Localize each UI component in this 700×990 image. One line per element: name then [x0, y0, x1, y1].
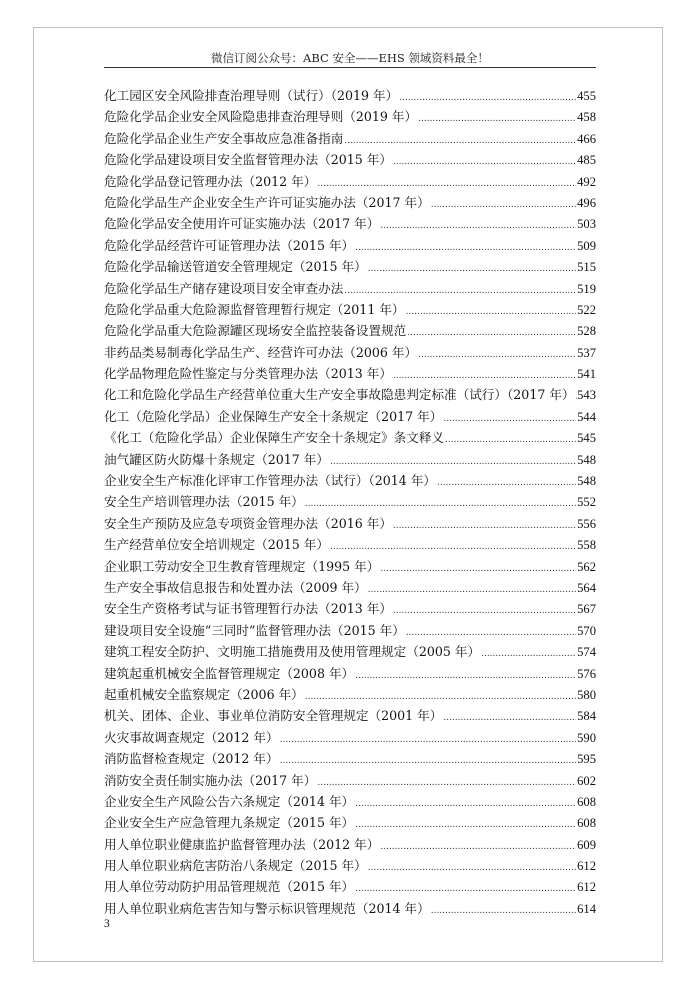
toc-entry-page: 509 [577, 238, 596, 253]
dot-leader [368, 580, 576, 601]
toc-entry[interactable] [104, 705, 596, 726]
toc-entry[interactable] [104, 491, 596, 512]
toc-entry[interactable] [104, 577, 596, 598]
toc-entry[interactable] [104, 106, 596, 127]
toc-entry-title: 化工（危险化学品）企业保障生产安全十条规定（2017 年） [104, 408, 443, 424]
toc-entry-title: 危险化学品企业生产安全事故应急准备指南 [104, 130, 344, 146]
toc-entry-page: 562 [577, 559, 596, 574]
toc-entry-page: 558 [577, 538, 596, 553]
toc-entry-page: 602 [577, 773, 596, 788]
toc-entry-title: 油气罐区防火防爆十条规定（2017 年） [104, 451, 329, 467]
toc-entry-page: 608 [577, 794, 596, 809]
toc-entry-title: 用人单位劳动防护用品管理规范（2015 年） [104, 879, 355, 895]
toc-entry[interactable] [104, 834, 596, 855]
page-header: 微信订阅公众号：ABC 安全——EHS 领域资料最全！ [211, 51, 489, 65]
toc-entry[interactable] [104, 128, 596, 149]
toc-entry[interactable] [104, 791, 596, 812]
table-of-contents [104, 85, 596, 919]
toc-entry-page: 590 [577, 730, 596, 745]
page-number: 3 [104, 918, 110, 930]
toc-entry[interactable] [104, 235, 596, 256]
toc-entry-page: 595 [577, 752, 596, 767]
toc-entry-page: 528 [577, 324, 596, 339]
toc-entry[interactable] [104, 363, 596, 384]
dot-leader [445, 430, 576, 451]
toc-entry-page: 515 [577, 260, 596, 275]
toc-entry-page: 548 [577, 452, 596, 467]
toc-entry-title: 危险化学品重大危险源监督管理暂行规定（2011 年） [104, 301, 405, 317]
dot-leader [380, 559, 576, 580]
toc-entry[interactable] [104, 384, 596, 405]
toc-entry-page: 543 [577, 388, 596, 403]
dot-leader [406, 302, 577, 323]
toc-entry-title: 建筑起重机械安全监督管理规定（2008 年） [104, 665, 355, 681]
toc-entry[interactable] [104, 620, 596, 641]
dot-leader [399, 88, 576, 109]
toc-entry-title: 化工和危险化学品生产经营单位重大生产安全事故隐患判定标准（试行）（2017 年） [104, 387, 575, 403]
dot-leader [443, 708, 576, 729]
toc-entry-page: 570 [577, 623, 596, 638]
toc-entry-title: 企业安全生产标准化评审工作管理办法（试行）（2014 年） [104, 473, 437, 489]
toc-entry[interactable] [104, 812, 596, 833]
toc-entry[interactable] [104, 663, 596, 684]
toc-entry-page: 614 [577, 901, 596, 916]
toc-entry-page: 548 [577, 474, 596, 489]
toc-entry-page: 496 [577, 195, 596, 210]
toc-entry[interactable] [104, 876, 596, 897]
toc-entry-page: 576 [577, 666, 596, 681]
toc-entry-title: 危险化学品生产储存建设项目安全审查办法 [104, 280, 344, 296]
toc-entry[interactable] [104, 449, 596, 470]
toc-entry-title: 火灾事故调查规定（2012 年） [104, 729, 279, 745]
toc-entry-title: 用人单位职业病危害防治八条规定（2015 年） [104, 858, 367, 874]
dot-leader [355, 238, 576, 259]
toc-entry[interactable] [104, 149, 596, 170]
toc-entry[interactable] [104, 256, 596, 277]
toc-entry-title: 危险化学品安全使用许可证实施办法（2017 年） [104, 216, 380, 232]
toc-entry[interactable] [104, 534, 596, 555]
toc-entry-page: 567 [577, 602, 596, 617]
toc-entry-page: 492 [577, 174, 596, 189]
toc-entry[interactable] [104, 855, 596, 876]
dot-leader [355, 794, 576, 815]
toc-entry-title: 危险化学品登记管理办法（2012 年） [104, 173, 317, 189]
dot-leader [355, 666, 576, 687]
dot-leader [576, 387, 577, 408]
toc-entry[interactable] [104, 748, 596, 769]
toc-entry-page: 584 [577, 709, 596, 724]
toc-entry-page: 612 [577, 859, 596, 874]
toc-entry-page: 485 [577, 153, 596, 168]
toc-entry[interactable] [104, 898, 596, 919]
toc-entry-page: 455 [577, 89, 596, 103]
toc-entry-page: 545 [577, 431, 596, 446]
toc-entry-page: 522 [577, 302, 596, 317]
toc-entry[interactable] [104, 470, 596, 491]
dot-leader [407, 323, 576, 344]
toc-entry[interactable] [104, 192, 596, 213]
dot-leader [431, 195, 576, 216]
toc-entry-title: 安全生产培训管理办法（2015 年） [104, 494, 304, 510]
toc-entry[interactable] [104, 770, 596, 791]
toc-entry-title: 危险化学品重大危险源罐区现场安全监控装备设置规范 [104, 323, 407, 339]
toc-entry-title: 机关、团体、企业、事业单位消防安全管理规定（2001 年） [104, 708, 443, 724]
toc-entry-title: 建筑工程安全防护、文明施工措施费用及使用管理规定（2005 年） [104, 644, 481, 660]
dot-leader [437, 473, 576, 494]
dot-leader [393, 152, 576, 173]
dot-leader [355, 815, 576, 836]
toc-entry[interactable] [104, 278, 596, 299]
dot-leader [431, 901, 576, 922]
dot-leader [418, 109, 576, 130]
toc-entry-title: 起重机械安全监察规定（2006 年） [104, 686, 304, 702]
toc-entry-page: 608 [577, 816, 596, 831]
toc-entry[interactable] [104, 299, 596, 320]
toc-entry-page: 564 [577, 580, 596, 595]
toc-entry-page: 574 [577, 645, 596, 660]
toc-entry-title: 安全生产资格考试与证书管理暂行办法（2013 年） [104, 601, 392, 617]
toc-entry-title: 用人单位职业病危害告知与警示标识管理规范（2014 年） [104, 900, 430, 916]
toc-entry-title: 化工园区安全风险排查治理导则（试行）（2019 年） [104, 88, 399, 103]
dot-leader [368, 858, 576, 879]
toc-entry[interactable] [104, 320, 596, 341]
toc-entry[interactable] [104, 406, 596, 427]
toc-entry-title: 危险化学品企业安全风险隐患排查治理导则（2019 年） [104, 109, 418, 125]
dot-leader [443, 409, 576, 430]
toc-entry-page: 541 [577, 367, 596, 382]
dot-leader [393, 601, 576, 622]
toc-entry-title: 危险化学品经营许可证管理办法（2015 年） [104, 237, 355, 253]
toc-entry-title: 企业安全生产风险公告六条规定（2014 年） [104, 793, 355, 809]
toc-entry-title: 危险化学品建设项目安全监督管理办法（2015 年） [104, 152, 392, 168]
toc-entry-title: 安全生产预防及应急专项资金管理办法（2016 年） [104, 515, 392, 531]
toc-entry-page: 609 [577, 837, 596, 852]
toc-entry-page: 458 [577, 110, 596, 125]
toc-entry-page: 612 [577, 880, 596, 895]
toc-entry-title: 《化工（危险化学品）企业保障生产安全十条规定》条文释义 [104, 430, 445, 446]
toc-entry-title: 企业安全生产应急管理九条规定（2015 年） [104, 815, 355, 831]
dot-leader [317, 773, 576, 794]
toc-entry-title: 生产安全事故信息报告和处置办法（2009 年） [104, 579, 367, 595]
toc-entry-title: 消防监督检查规定（2012 年） [104, 751, 279, 767]
header-rule [104, 67, 596, 68]
toc-entry[interactable] [104, 598, 596, 619]
toc-entry[interactable] [104, 513, 596, 534]
toc-entry-title: 危险化学品输送管道安全管理规定（2015 年） [104, 259, 367, 275]
toc-entry-title: 非药品类易制毒化学品生产、经营许可办法（2006 年） [104, 344, 418, 360]
toc-entry[interactable] [104, 556, 596, 577]
toc-entry-page: 466 [577, 131, 596, 146]
dot-leader [280, 730, 577, 751]
toc-entry-page: 556 [577, 516, 596, 531]
dot-leader [368, 259, 576, 280]
dot-leader [280, 751, 577, 772]
toc-entry-page: 544 [577, 409, 596, 424]
toc-entry-title: 建设项目安全设施“三同时”监督管理办法（2015 年） [104, 622, 405, 638]
toc-entry[interactable] [104, 641, 596, 662]
toc-entry[interactable] [104, 727, 596, 748]
dot-leader [418, 345, 576, 366]
toc-entry-title: 生产经营单位安全培训规定（2015 年） [104, 537, 329, 553]
toc-entry[interactable] [104, 342, 596, 363]
toc-entry-title: 用人单位职业健康监护监督管理办法（2012 年） [104, 836, 380, 852]
toc-entry[interactable] [104, 427, 596, 448]
toc-entry-page: 552 [577, 495, 596, 510]
toc-entry-page: 537 [577, 345, 596, 360]
toc-entry-title: 化学品物理危险性鉴定与分类管理办法（2013 年） [104, 366, 392, 382]
toc-entry[interactable] [104, 213, 596, 234]
toc-entry-title: 危险化学品生产企业安全生产许可证实施办法（2017 年） [104, 194, 430, 210]
dot-leader [380, 837, 576, 858]
dot-leader [481, 644, 576, 665]
dot-leader [393, 516, 576, 537]
toc-entry[interactable] [104, 171, 596, 192]
toc-entry-page: 503 [577, 217, 596, 232]
toc-entry-page: 580 [577, 687, 596, 702]
toc-entry[interactable] [104, 85, 596, 106]
toc-entry-page: 519 [577, 281, 596, 296]
toc-entry[interactable] [104, 684, 596, 705]
toc-entry-title: 消防安全责任制实施办法（2017 年） [104, 772, 317, 788]
toc-entry-title: 企业职工劳动安全卫生教育管理规定（1995 年） [104, 558, 380, 574]
dot-leader [380, 216, 576, 237]
